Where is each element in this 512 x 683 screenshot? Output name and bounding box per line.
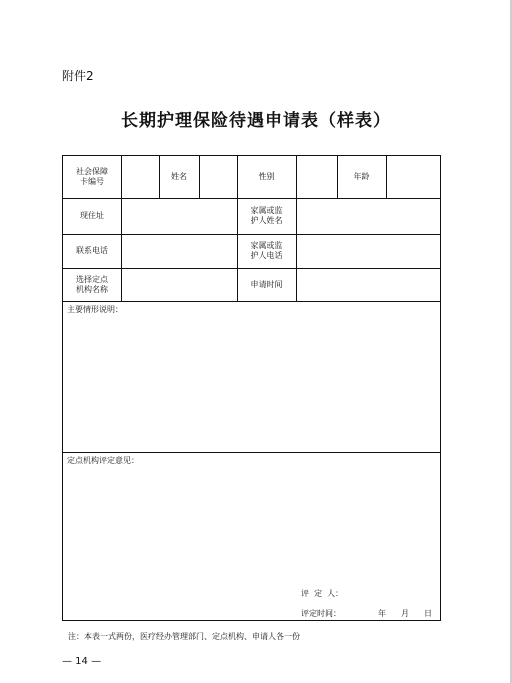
row-divider: [63, 301, 440, 302]
guardian-phone-value[interactable]: [296, 234, 440, 268]
application-form-table: [62, 155, 441, 621]
form-title: 长期护理保险待遇申请表（样表）: [121, 111, 391, 131]
age-value[interactable]: [386, 156, 440, 198]
guardian-name-label-line1: 家属或监: [250, 206, 283, 215]
guardian-name-label-line2: 护人姓名: [250, 216, 283, 225]
social-security-value[interactable]: [121, 156, 159, 198]
address-value[interactable]: [121, 198, 237, 234]
institution-label: [63, 268, 121, 301]
gender-label: 性别: [258, 172, 275, 181]
guardian-phone-label: [237, 234, 296, 268]
name-label: 姓名: [171, 172, 187, 181]
month-label: 月: [401, 609, 409, 618]
institution-label-line2: 机构名称: [76, 284, 108, 294]
address-label: 现住址: [80, 211, 104, 220]
attachment-label: 附件2: [62, 69, 94, 83]
guardian-phone-label-line1: 家属或监: [250, 241, 283, 250]
assessment-opinion-label: 定点机构评定意见：: [67, 456, 139, 465]
apply-time-label: 申请时间: [250, 279, 283, 289]
apply-time-value[interactable]: [296, 268, 440, 301]
guardian-name-label: [237, 198, 296, 234]
assess-time-label: 评定时间：: [301, 609, 341, 618]
assessor-label: 评 定 人：: [301, 589, 344, 598]
phone-value[interactable]: [121, 234, 237, 268]
phone-label: 联系电话: [76, 246, 108, 255]
social-security-label: [63, 156, 121, 198]
guardian-phone-label-line2: 护人电话: [250, 251, 283, 260]
name-value[interactable]: [199, 156, 237, 198]
gender-value[interactable]: [296, 156, 337, 198]
page-number: — 14 —: [62, 656, 102, 667]
social-security-label-line2: 卡编号: [80, 177, 104, 186]
guardian-name-value[interactable]: [296, 198, 440, 234]
section-divider: [63, 452, 440, 453]
day-label: 日: [424, 609, 432, 618]
institution-label-line1: 选择定点: [76, 274, 108, 284]
year-label: 年: [378, 609, 386, 618]
social-security-label-line1: 社会保障: [76, 167, 108, 176]
main-situation-label: 主要情形说明：: [67, 305, 123, 314]
age-label: 年龄: [353, 172, 370, 181]
footnote: 注：本表一式两份，医疗经办管理部门、定点机构、申请人各一份: [68, 632, 300, 641]
institution-value[interactable]: [121, 268, 237, 301]
